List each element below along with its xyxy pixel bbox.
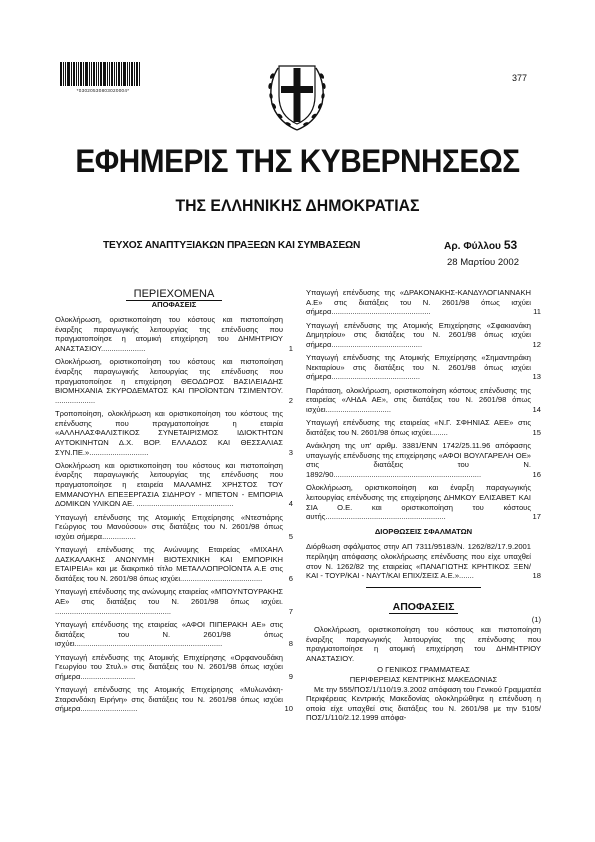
toc-entry-page: 10 <box>284 704 293 714</box>
toc-entry <box>306 353 541 382</box>
barcode-bar <box>98 62 99 86</box>
toc-entry-page: 6 <box>288 574 293 584</box>
barcode-bar <box>93 62 95 86</box>
barcode-bar <box>85 62 88 86</box>
toc-entry <box>55 513 293 542</box>
barcode-bar <box>131 62 133 86</box>
toc-entry-text: Υπαγωγή επένδυσης της Ατομικής Επιχείρησης «Μυλωνάκη-Σταρανδάκη Ειρήνη» στις διατάξεις του Ν. 2601/98 όπως ισχύει σήμερα........................... <box>55 685 283 714</box>
sheet-number-value: 53 <box>503 238 518 252</box>
barcode-bar <box>127 62 128 86</box>
gazette-subtitle: ΤΗΣ ΕΛΛΗΝΙΚΗΣ ΔΗΜΟΚΡΑΤΙΑΣ <box>175 196 420 215</box>
toc-entry-text: Παράταση, ολοκλήρωση, οριστικοποίηση κόστους επένδυσης της εταιρείας «ΛΗΔΑ ΑΕ», στις διατάξεις του Ν. 2601/98 όπως ισχύει............................... <box>306 385 531 414</box>
toc-entry <box>306 321 541 350</box>
toc-entry <box>55 545 293 583</box>
toc-left-column <box>55 290 293 718</box>
sheet-number <box>444 238 517 252</box>
barcode-bar <box>123 62 126 86</box>
barcode-bar <box>67 62 70 86</box>
toc-entry <box>306 386 541 415</box>
toc-entry-text: Υπαγωγή επένδυσης της ανώνυμης εταιρείας «ΜΠΟΥΝΤΟΥΡΑΚΗΣ ΑΕ» στις διατάξεις του Ν. 2601/98 όπως ισχύει. ....................................................... <box>55 587 283 616</box>
barcode-bar <box>80 62 82 86</box>
toc-entry <box>306 418 541 437</box>
issue-series: ΤΕΥΧΟΣ ΑΝΑΠΤΥΞΙΑΚΩΝ ΠΡΑΞΕΩΝ ΚΑΙ ΣΥΜΒΑΣΕΩΝ <box>103 240 361 251</box>
toc-entry-page: 7 <box>288 606 293 616</box>
toc-entry-page: 13 <box>532 372 541 382</box>
toc-entry-text: Ολοκλήρωση, οριστικοποίηση και έναρξη παραγωγικής λειτουργίας επένδυσης της επιχείρησης ΔΗΜΚΟΥ ΕΛΙΣΑΒΕΤ ΚΑΙ ΣΙΑ Ο.Ε. και οριστικοποίηση του κόστους αυτής......................................................... <box>306 483 531 522</box>
toc-entry-text: Υπαγωγή επένδυσης της εταιρείας «ΑΦΟΙ ΠΙΠΕΡΑΚΗ ΑΕ» στις διατάξεις του Ν. 2601/98 όπως ισχύει...................................................................... <box>55 619 283 649</box>
corrections-entries <box>306 542 541 580</box>
issuer-line-1: Ο ΓΕΝΙΚΟΣ ΓΡΑΜΜΑΤΕΑΣ <box>377 665 470 675</box>
toc-entry-text: Υπαγωγή επένδυσης της Ατομικής Επιχείρησης «Ντεστιάρης Γεώργιος του Μανούσου» στις διατάξεις του Ν. 2601/98 όπως ισχύει σήμερα................ <box>55 512 283 541</box>
gazette-title: ΕΦΗΜΕΡΙΣ ΤΗΣ ΚΥΒΕΡΝΗΣΕΩΣ <box>75 143 520 179</box>
toc-entry-page: 3 <box>288 447 293 457</box>
toc-entry-text: Υπαγωγή επένδυσης της εταιρείας «Ν.Γ. ΣΦΗΝΙΑΣ ΑΕΕ» στις διατάξεις του Ν. 2601/98 όπως ισχύει........ <box>306 418 531 437</box>
sheet-label: Αρ. Φύλλου <box>444 241 501 252</box>
barcode-bar <box>129 62 130 86</box>
barcode-bar <box>121 62 122 86</box>
toc-entry-page: 17 <box>532 512 541 522</box>
toc-entry-text: Ανάκληση της υπ' αριθμ. 3381/ΕΝΝ 1742/25.11.96 απόφασης υπαγωγής επένδυσης της επιχείρησης «ΑΦΟΙ ΒΟΥΛΓΑΡΕΛΗ ΟΕ» στις διατάξεις του Ν. 1892/90...................................................................... <box>306 441 531 480</box>
barcode-bar <box>139 62 140 86</box>
toc-left-entries <box>55 315 293 714</box>
toc-entry <box>306 483 541 521</box>
toc-entry <box>55 620 293 649</box>
toc-entry-page: 15 <box>532 427 541 437</box>
toc-entry-text: Ολοκλήρωση, οριστικοποίηση του κόστους και πιστοποίηση έναρξης παραγωγικής λειτουργίας της επένδυσης που πραγματοποίησε η επιχείρηση ΘΕΟΔΩΡΟΣ ΒΑΣΙΛΕΙΑΔΗΣ ΒΙΟΜΗΧΑΝΙΑ ΣΚΥΡΟΔΕΜΑΤΟΣ ΚΑΙ ΠΡΟΪΟΝΤΩΝ ΤΣΙΜΕΝΤΟΥ. ................... <box>55 357 283 405</box>
toc-entry-page: 16 <box>532 470 541 480</box>
toc-entry-page: 18 <box>532 571 541 581</box>
greek-coat-of-arms-emblem <box>266 60 328 132</box>
toc-entry-text: Τροποποίηση, ολοκλήρωση και οριστικοποίηση του κόστους της επένδυσης που πραγματοποίησε η εταιρία «ΑΛΛΗΛΑΣΦΑΛΙΣΤΙΚΟΣ ΣΥΝΕΤΑΙΡΙΣΜΟΣ ΙΔΙΟΚΤΗΤΩΝ ΑΥΤΟΚΙΝΗΤΩΝ Δ.Χ. ΒΟΡ. ΕΛΛΑΔΟΣ ΚΑΙ ΘΕΣΣΑΛΙΑΣ ΣΥΝ.ΠΕ.»............................ <box>55 409 283 457</box>
barcode-bar <box>100 62 102 86</box>
barcode-bar <box>73 62 75 86</box>
barcode-bar <box>109 62 110 86</box>
toc-entry <box>306 542 541 580</box>
section-divider <box>366 587 481 588</box>
barcode-bar <box>114 62 115 86</box>
barcode-bar <box>91 62 92 86</box>
barcode-bar <box>136 62 138 86</box>
barcode-bar <box>96 62 97 86</box>
toc-entry-text: Υπαγωγή επένδυσης της Ατομικής Επιχείρησης «Σημαντηράκη Νεκταρίου» στις διατάξεις του Ν. 2601/98 όπως ισχύει σήμερα.......................................... <box>306 353 531 382</box>
issuer-line-2: ΠΕΡΙΦΕΡΕΙΑΣ ΚΕΝΤΡΙΚΗΣ ΜΑΚΕΔΟΝΙΑΣ <box>349 674 498 684</box>
toc-entry <box>55 587 293 616</box>
barcode-bar <box>76 62 77 86</box>
toc-entry-text: Υπαγωγή επένδυσης της «ΔΡΑΚΟΝΑΚΗΣ-ΚΑΝΔΥΛΟΓΙΑΝΝΑΚΗ Α.Ε» στις διατάξεις του Ν. 2601/98 όπως ισχύει σήμερα............................................... <box>306 288 531 317</box>
toc-right-entries <box>306 288 541 522</box>
toc-entry-page: 9 <box>288 671 293 681</box>
barcode-bar <box>107 62 108 86</box>
barcode-bar <box>83 62 84 86</box>
barcode-bar <box>65 62 66 86</box>
barcode-number: *03020530803020004* <box>76 88 130 93</box>
issue-date: 28 Μαρτίου 2002 <box>447 257 519 268</box>
decision-marker: (1) <box>531 615 541 625</box>
toc-entry-page: 1 <box>288 343 293 353</box>
toc-entry <box>55 315 293 353</box>
toc-entry <box>306 441 541 479</box>
toc-entry <box>55 685 293 714</box>
toc-entry <box>55 357 293 405</box>
barcode-bars <box>60 62 146 86</box>
barcode-bar <box>118 62 120 86</box>
barcode-bar <box>103 62 106 86</box>
barcode-bar <box>78 62 79 86</box>
toc-entry-page: 8 <box>288 639 293 649</box>
toc-entry <box>306 288 541 317</box>
toc-entry-text: Υπαγωγή επένδυσης της Ατομικής Επιχείρησης «Ορφανουδάκη Γεωργίου του Στυλ.» στις διατάξεις του Ν. 2601/98 όπως ισχύει σήμερα.......................... <box>55 652 283 681</box>
barcode-bar <box>71 62 72 86</box>
decisions-heading: ΑΠΟΦΑΣΕΙΣ <box>306 603 541 613</box>
toc-subheading: ΑΠΟΦΑΣΕΙΣ <box>151 299 197 309</box>
toc-entry-text: Ολοκλήρωση, οριστικοποίηση του κόστους και πιστοποίηση έναρξης παραγωγικής λειτουργίας της επένδυσης που πραγματοποίησε η ατομική επιχείρηση του ΔΗΜΗΤΡΙΟΥ ΑΝΑΣΤΑΣΙΟΥ..................... <box>55 315 283 353</box>
toc-entry-page: 2 <box>288 395 293 405</box>
barcode <box>60 62 146 96</box>
toc-entry-text: Υπαγωγή επένδυσης της Ανώνυμης Εταιρείας «ΜΙΧΑΗΛ ΔΑΣΚΑΛΑΚΗΣ ΑΝΩΝΥΜΗ ΒΙΟΤΕΧΝΙΚΗ ΚΑΙ ΕΜΠΟΡΙΚΗ ΕΤΑΙΡΕΙΑ» και με διακριτικό τίτλο ΜΕΤΑΛΛΟΠΡΟΪΟΝΤΑ Α.Ε στις διατάξεις του Ν. 2601/98 όπως ισχύει....................................... <box>55 545 283 584</box>
barcode-bar <box>60 62 62 86</box>
barcode-bar <box>111 62 113 86</box>
toc-entry <box>55 653 293 682</box>
toc-entry-page: 11 <box>533 307 541 317</box>
toc-entry-page: 14 <box>532 404 541 414</box>
corrections-heading: ΔΙΟΡΘΩΣΕΙΣ ΣΦΑΛΜΑΤΩΝ <box>374 526 473 536</box>
decision-title: Ολοκλήρωση, οριστικοποίηση του κόστους και πιστοποίηση έναρξης παραγωγικής λειτουργίας της επένδυσης που πραγματοποίησε η ατομική επιχείρηση του ΔΗΜΗΤΡΙΟΥ ΑΝΑΣΤΑΣΙΟΥ. <box>306 625 541 663</box>
toc-entry <box>55 461 293 509</box>
toc-entry-page: 4 <box>288 499 293 509</box>
toc-entry <box>55 409 293 457</box>
toc-entry-text: Ολοκλήρωση και οριστικοποίηση του κόστους και πιστοποίηση έναρξης παραγωγικής λειτουργίας της επένδυσης που πραγματοποίησε η εταιρεία ΜΑΛΑΜΗΣ ΧΡΗΣΤΟΣ ΤΟΥ ΕΜΜΑΝΟΥΗΛ ΕΠΕΞΕΡΓΑΣΙΑ ΣΙΔΗΡΟΥ - ΜΠΕΤΟΝ - ΕΜΠΟΡΙΑ ΔΟΜΙΚΩΝ ΥΛΙΚΩΝ ΑΕ. .............................................. <box>55 460 283 509</box>
toc-right-column <box>306 288 541 723</box>
toc-heading: ΠΕΡΙΕΧΟΜΕΝΑ <box>55 290 293 300</box>
toc-entry-text: Διόρθωση σφάλματος στην ΑΠ 7311/95183/Ν. 1262/82/17.9.2001 περίληψη απόφασης ολοκλήρωσης επένδυσης που είχε υπαχθεί στον Ν. 1262/82 της εταιρείας «ΠΑΝΑΓΙΩΤΗΣ ΚΡΗΤΙΚΟΣ ΞΕΝ/ΚΑΙ - ΤΟΥΡ/ΚΑΙ - ΝΑΥΤ/ΚΑΙ ΕΠΙΧ/ΣΕΙΣ Α.Ε.»....... <box>306 542 531 581</box>
toc-entry-text: Υπαγωγή επένδυσης της Ατομικής Επιχείρησης «Σφακιανάκη Δημητρίου» στις διατάξεις του Ν. 2601/98 όπως ισχύει σήμερα........................................... <box>306 320 531 349</box>
toc-entry-page: 12 <box>532 339 541 349</box>
barcode-bar <box>116 62 117 86</box>
barcode-bar <box>89 62 90 86</box>
barcode-bar <box>134 62 135 86</box>
toc-entry-page: 5 <box>288 531 293 541</box>
decision-body: Με την 555/ΠΟΣ/1/110/19.3.2002 απόφαση του Γενικού Γραμματέα Περιφέρειας Κεντρικής Μακεδονίας ολοκληρώθηκε η επένδυση η οποία είχε υπαχθεί στις διατάξεις του Ν. 2601/98 με την 5105/ΠΟΣ/1/110/2.12.1999 απόφα- <box>306 684 541 723</box>
page-number: 377 <box>512 73 528 83</box>
barcode-bar <box>63 62 64 86</box>
